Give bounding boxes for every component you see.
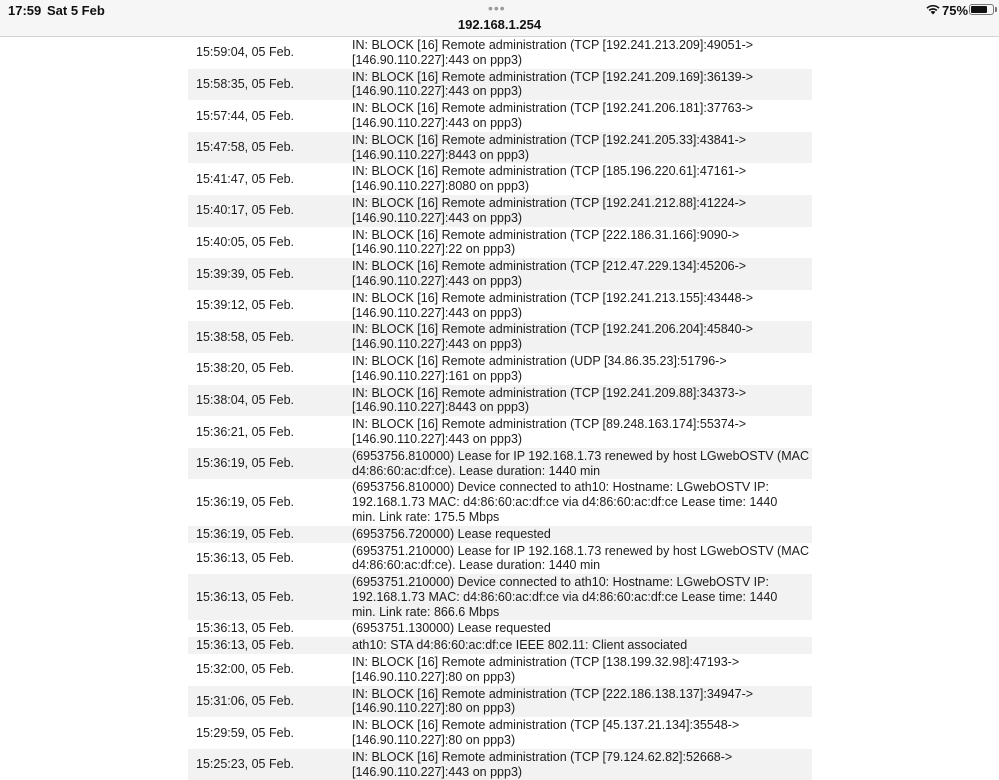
log-message xyxy=(352,575,812,619)
log-timestamp: 15:32:00, 05 Feb. xyxy=(196,662,294,677)
log-message-line: IN: BLOCK [16] Remote administration (TCP [192.241.213.209]:49051-> xyxy=(352,38,754,52)
log-row xyxy=(188,227,812,259)
log-row xyxy=(188,479,812,525)
log-row xyxy=(188,574,812,620)
log-row xyxy=(188,416,812,448)
log-message-line: [146.90.110.227]:80 on ppp3) xyxy=(352,701,516,716)
log-timestamp: 15:57:44, 05 Feb. xyxy=(196,108,294,123)
log-message xyxy=(352,386,812,416)
battery-cap xyxy=(995,7,997,12)
log-message xyxy=(352,718,812,748)
log-message-line: [146.90.110.227]:8443 on ppp3) xyxy=(352,147,530,162)
log-message-line: IN: BLOCK [16] Remote administration (TCP [192.241.209.169]:36139-> xyxy=(352,69,754,84)
log-message-line: ath10: STA d4:86:60:ac:df:ce IEEE 802.11: Client associated xyxy=(352,638,688,653)
log-message xyxy=(352,291,812,321)
log-row xyxy=(188,258,812,290)
log-message-line: [146.90.110.227]:80 on ppp3) xyxy=(352,733,516,748)
log-row xyxy=(188,163,812,195)
log-message-line: [146.90.110.227]:8443 on ppp3) xyxy=(352,400,530,415)
log-message-line: 192.168.1.73 MAC: d4:86:60:ac:df:ce via d4:86:60:ac:df:ce Lease time: 1440 xyxy=(352,495,778,510)
log-row xyxy=(188,195,812,227)
log-message-line: [146.90.110.227]:443 on ppp3) xyxy=(352,305,523,320)
log-timestamp: 15:25:23, 05 Feb. xyxy=(196,757,294,772)
log-message-line: [146.90.110.227]:443 on ppp3) xyxy=(352,52,523,67)
log-message-line: IN: BLOCK [16] Remote administration (TCP [192.241.213.155]:43448-> xyxy=(352,290,754,305)
log-message xyxy=(352,38,812,68)
log-message xyxy=(352,322,812,352)
log-timestamp: 15:36:19, 05 Feb. xyxy=(196,526,294,541)
log-timestamp: 15:36:19, 05 Feb. xyxy=(196,456,294,471)
event-log-table xyxy=(188,37,812,780)
log-row xyxy=(188,132,812,164)
log-message xyxy=(352,638,812,653)
log-timestamp: 15:40:05, 05 Feb. xyxy=(196,234,294,249)
log-message-line: d4:86:60:ac:df:ce). Lease duration: 1440 min xyxy=(352,463,601,478)
log-row xyxy=(188,749,812,780)
log-message-line: IN: BLOCK [16] Remote administration (TCP [79.124.62.82]:52668-> xyxy=(352,749,733,764)
log-message-line: (6953751.210000) Lease for IP 192.168.1.73 renewed by host LGwebOSTV (MAC xyxy=(352,543,810,558)
log-message-line: IN: BLOCK [16] Remote administration (TCP [192.241.206.204]:45840-> xyxy=(352,322,754,337)
log-timestamp: 15:38:20, 05 Feb. xyxy=(196,361,294,376)
log-row xyxy=(188,654,812,686)
log-row xyxy=(188,290,812,322)
log-message-line: (6953756.810000) Device connected to ath10: Hostname: LGwebOSTV IP: xyxy=(352,480,769,495)
log-message-line: (6953756.810000) Lease for IP 192.168.1.73 renewed by host LGwebOSTV (MAC xyxy=(352,448,810,463)
log-timestamp: 15:36:13, 05 Feb. xyxy=(196,550,294,565)
log-message-line: [146.90.110.227]:22 on ppp3) xyxy=(352,242,516,257)
log-timestamp: 15:36:13, 05 Feb. xyxy=(196,638,294,653)
log-message-line: [146.90.110.227]:443 on ppp3) xyxy=(352,84,523,99)
log-message-line: min. Link rate: 175.5 Mbps xyxy=(352,509,500,524)
log-message-line: 192.168.1.73 MAC: d4:86:60:ac:df:ce via d4:86:60:ac:df:ce Lease time: 1440 xyxy=(352,589,778,604)
log-message-line: IN: BLOCK [16] Remote administration (TCP [138.199.32.98]:47193-> xyxy=(352,655,740,670)
log-message-line: (6953756.720000) Lease requested xyxy=(352,526,551,541)
wifi-icon xyxy=(925,3,941,15)
log-timestamp: 15:58:35, 05 Feb. xyxy=(196,76,294,91)
log-timestamp: 15:36:13, 05 Feb. xyxy=(196,589,294,604)
multitasking-dots-icon[interactable]: ••• xyxy=(488,0,506,16)
log-message-line: (6953751.130000) Lease requested xyxy=(352,621,551,636)
log-message-line: [146.90.110.227]:443 on ppp3) xyxy=(352,431,523,446)
log-message xyxy=(352,259,812,289)
clock-time: 17:59 xyxy=(8,3,42,18)
log-timestamp: 15:38:58, 05 Feb. xyxy=(196,329,294,344)
log-message-line: [146.90.110.227]:161 on ppp3) xyxy=(352,368,523,383)
log-message xyxy=(352,750,812,780)
log-timestamp: 15:47:58, 05 Feb. xyxy=(196,140,294,155)
log-row xyxy=(188,526,812,543)
log-message-line: IN: BLOCK [16] Remote administration (TCP [192.241.205.33]:43841-> xyxy=(352,132,747,147)
log-timestamp: 15:36:13, 05 Feb. xyxy=(196,621,294,636)
log-message-line: IN: BLOCK [16] Remote administration (TCP [212.47.229.134]:45206-> xyxy=(352,259,747,274)
log-row xyxy=(188,321,812,353)
log-row xyxy=(188,100,812,132)
log-message xyxy=(352,70,812,100)
log-message-line: IN: BLOCK [16] Remote administration (TCP [45.137.21.134]:35548-> xyxy=(352,718,740,733)
log-message-line: [146.90.110.227]:443 on ppp3) xyxy=(352,115,523,130)
log-message-line: IN: BLOCK [16] Remote administration (TCP [192.241.206.181]:37763-> xyxy=(352,101,754,116)
log-timestamp: 15:59:04, 05 Feb. xyxy=(196,45,294,60)
log-message xyxy=(352,196,812,226)
status-bar xyxy=(0,0,999,37)
log-message xyxy=(352,687,812,717)
log-message-line: IN: BLOCK [16] Remote administration (TCP [222.186.138.137]:34947-> xyxy=(352,686,754,701)
log-message xyxy=(352,354,812,384)
log-message xyxy=(352,133,812,163)
log-row xyxy=(188,448,812,480)
battery-icon xyxy=(969,4,994,15)
log-message xyxy=(352,527,812,542)
battery-percentage: 75% xyxy=(942,3,969,18)
log-message-line: IN: BLOCK [16] Remote administration (UDP [34.86.35.23]:51796-> xyxy=(352,353,727,368)
log-message-line: [146.90.110.227]:443 on ppp3) xyxy=(352,210,523,225)
log-timestamp: 15:36:19, 05 Feb. xyxy=(196,495,294,510)
log-row xyxy=(188,69,812,101)
log-message-line: IN: BLOCK [16] Remote administration (TCP [185.196.220.61]:47161-> xyxy=(352,164,747,179)
clock-date: Sat 5 Feb xyxy=(47,3,105,18)
log-row xyxy=(188,717,812,749)
log-message-line: [146.90.110.227]:443 on ppp3) xyxy=(352,337,523,352)
log-row xyxy=(188,543,812,575)
log-message xyxy=(352,480,812,524)
log-message-line: [146.90.110.227]:8080 on ppp3) xyxy=(352,179,530,194)
address-bar-url[interactable]: 192.168.1.254 xyxy=(457,17,542,32)
battery-level-fill xyxy=(971,6,987,13)
log-message-line: IN: BLOCK [16] Remote administration (TCP [192.241.212.88]:41224-> xyxy=(352,195,747,210)
log-timestamp: 15:39:12, 05 Feb. xyxy=(196,298,294,313)
log-message xyxy=(352,417,812,447)
log-timestamp: 15:40:17, 05 Feb. xyxy=(196,203,294,218)
log-row xyxy=(188,353,812,385)
log-timestamp: 15:38:04, 05 Feb. xyxy=(196,392,294,407)
log-message xyxy=(352,655,812,685)
log-timestamp: 15:36:21, 05 Feb. xyxy=(196,424,294,439)
log-message-line: [146.90.110.227]:443 on ppp3) xyxy=(352,764,523,779)
log-message xyxy=(352,101,812,131)
log-timestamp: 15:41:47, 05 Feb. xyxy=(196,171,294,186)
log-row xyxy=(188,37,812,69)
log-message xyxy=(352,164,812,194)
log-row xyxy=(188,385,812,417)
log-timestamp: 15:29:59, 05 Feb. xyxy=(196,725,294,740)
log-message-line: min. Link rate: 866.6 Mbps xyxy=(352,604,500,619)
log-row xyxy=(188,620,812,637)
log-message-line: d4:86:60:ac:df:ce). Lease duration: 1440 min xyxy=(352,558,601,573)
log-message xyxy=(352,621,812,636)
log-row xyxy=(188,686,812,718)
log-timestamp: 15:39:39, 05 Feb. xyxy=(196,266,294,281)
log-message xyxy=(352,544,812,574)
log-message-line: IN: BLOCK [16] Remote administration (TCP [89.248.163.174]:55374-> xyxy=(352,417,747,432)
log-message-line: [146.90.110.227]:80 on ppp3) xyxy=(352,669,516,684)
log-message-line: [146.90.110.227]:443 on ppp3) xyxy=(352,273,523,288)
log-row xyxy=(188,637,812,654)
log-message-line: (6953751.210000) Device connected to ath10: Hostname: LGwebOSTV IP: xyxy=(352,575,769,590)
log-scroll-area[interactable] xyxy=(0,37,999,779)
log-timestamp: 15:31:06, 05 Feb. xyxy=(196,694,294,709)
log-message-line: IN: BLOCK [16] Remote administration (TCP [192.241.209.88]:34373-> xyxy=(352,385,747,400)
log-message-line: IN: BLOCK [16] Remote administration (TCP [222.186.31.166]:9090-> xyxy=(352,227,740,242)
log-message xyxy=(352,228,812,258)
log-message xyxy=(352,449,812,479)
